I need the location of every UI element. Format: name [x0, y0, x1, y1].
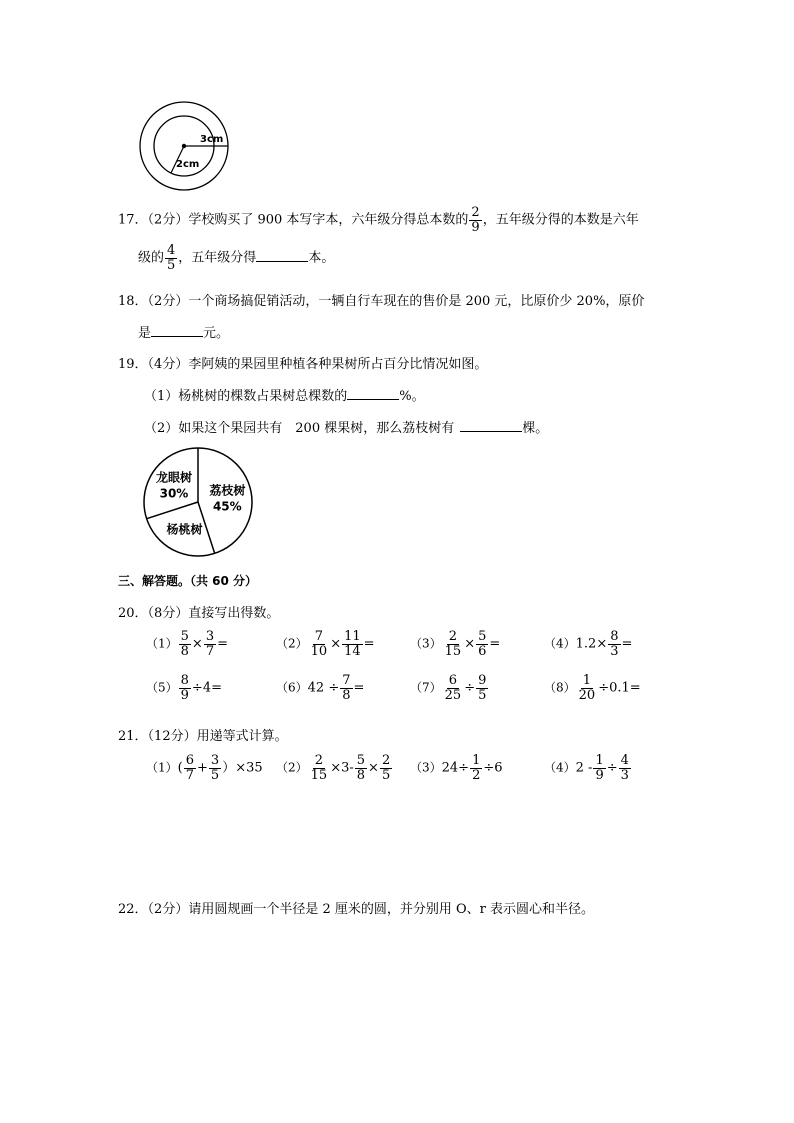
pie-slice-label: 荔枝树: [209, 483, 246, 498]
operator-text: +: [197, 760, 208, 776]
q18-line-1: 18．（2分）一个商场搞促销活动，一辆自行车现在的售价是 200 元，比原价少 20%，原价: [118, 294, 645, 309]
q20-item: [410, 630, 500, 658]
operator-text: ÷4=: [191, 680, 222, 696]
item-number: （7）: [410, 680, 442, 695]
operator-text: ÷: [606, 760, 618, 776]
q19-sub2-text: （2）如果这个果园共有 200 棵果树，那么荔枝树有: [144, 421, 455, 436]
fraction: $\frac{7}{8}$: [342, 673, 351, 703]
answer-blank[interactable]: [256, 249, 308, 262]
fraction: $\frac{8}{9}$: [180, 673, 189, 703]
outer-radius-label: 3cm: [200, 134, 224, 145]
fraction: $\frac{2}{15}$: [444, 629, 462, 659]
operator-text: 1.2: [575, 636, 597, 652]
operator-text: ×: [368, 760, 379, 776]
q20-item: [544, 674, 641, 702]
q20-item: [276, 674, 364, 702]
q20-item: [276, 630, 375, 658]
fraction: $\frac{7}{10}$: [310, 629, 328, 659]
item-number: （5）: [146, 680, 178, 695]
question-20-head: 20．（8分）直接写出得数。: [118, 606, 280, 621]
item-number: （4）: [544, 760, 576, 775]
fraction: $\frac{8}{3}$: [610, 629, 619, 659]
fraction: $\frac{4}{5}$: [167, 243, 176, 273]
operator-text: =: [217, 636, 229, 652]
item-number: （3）: [410, 636, 442, 651]
operator-text: ×: [464, 636, 476, 652]
operator-text: (: [177, 760, 183, 776]
operator-text: =: [363, 636, 375, 652]
q21-item: [276, 754, 393, 782]
q19-sub1-text: （1）杨桃树的棵数占果树总棵数的: [144, 389, 348, 404]
q19-head: 19．（4分）李阿姨的果园里种植各种果树所占百分比情况如图。: [118, 357, 488, 372]
item-number: （2）: [276, 760, 308, 775]
answer-blank[interactable]: [460, 419, 522, 432]
fraction: $\frac{2}{9}$: [471, 205, 480, 235]
q18-text-b: 元。: [203, 326, 230, 341]
fraction: $\frac{5}{8}$: [180, 629, 189, 659]
q17-text-tail: ，五年级分得的本数是六年: [482, 212, 639, 228]
operator-text: ÷0.1=: [598, 680, 641, 696]
pie-slice-label: 龙眼树: [155, 470, 192, 485]
q20-item: [410, 674, 489, 702]
q20-item: [146, 674, 222, 702]
question-17: [118, 206, 678, 282]
q20-item: [146, 630, 228, 658]
operator-text: ×: [191, 636, 203, 652]
pie-slice-value: 45%: [212, 499, 242, 514]
answer-blank[interactable]: [151, 324, 203, 337]
fraction: $\frac{5}{8}$: [356, 753, 366, 783]
fraction: $\frac{3}{7}$: [205, 629, 215, 659]
answer-blank[interactable]: [347, 387, 399, 400]
item-number: （4）: [544, 636, 576, 651]
fraction: $\frac{1}{9}$: [595, 753, 604, 783]
question-18: [118, 290, 678, 346]
operator-text: =: [621, 636, 633, 652]
item-number: （1）: [146, 760, 178, 775]
operator-text: =: [353, 680, 365, 696]
q21-item: [410, 754, 503, 782]
section-title: 三、解答题。（共 60 分）: [118, 574, 258, 588]
question-19: [118, 353, 678, 437]
inner-radius-label: 2cm: [176, 159, 200, 170]
fraction: $\frac{11}{14}$: [344, 629, 361, 659]
q20-item: [544, 630, 632, 658]
operator-text: ÷: [464, 680, 476, 696]
q17-text-a: 级的: [138, 250, 165, 266]
operator-text: ×: [596, 636, 608, 652]
pie-slice-label: 杨桃树: [166, 522, 203, 537]
item-number: （2）: [276, 636, 308, 651]
operator-text: 24÷: [441, 760, 470, 776]
item-number: （3）: [410, 760, 442, 775]
operator-text: 42 ÷: [307, 680, 340, 696]
operator-text: 2 -: [575, 760, 593, 776]
question-21-items: [146, 754, 666, 794]
operator-text: =: [489, 636, 501, 652]
question-21-head: 21．（12分）用递等式计算。: [118, 729, 288, 744]
q17-text-head: 17．（2分）学校购买了 900 本写字本，六年级分得总本数的: [118, 212, 469, 228]
fraction: $\frac{1}{20}$: [578, 673, 596, 703]
pie-slice-value: 30%: [159, 486, 189, 501]
question-22: 22．（2分）请用圆规画一个半径是 2 厘米的圆，并分别用 O、r 表示圆心和半径。: [118, 902, 594, 917]
fraction: $\frac{2}{15}$: [310, 753, 328, 783]
operator-text: ）×35: [222, 760, 263, 776]
concentric-circles-figure: [138, 100, 234, 196]
fraction: $\frac{4}{3}$: [620, 753, 629, 783]
operator-text: ÷6: [483, 760, 503, 776]
item-number: （6）: [276, 680, 308, 695]
q18-text-a: 是: [138, 326, 152, 341]
q17-text-b: ，五年级分得: [178, 250, 257, 266]
q21-item: [146, 754, 263, 782]
fraction: $\frac{1}{2}$: [472, 753, 481, 783]
fruit-tree-pie-chart: [142, 444, 254, 560]
q19-sub1-unit: %。: [399, 389, 425, 404]
item-number: （8）: [544, 680, 576, 695]
q17-text-c: 本。: [308, 250, 335, 266]
q21-item: [544, 754, 632, 782]
operator-text: ×: [330, 636, 342, 652]
fraction: $\frac{2}{5}$: [381, 753, 391, 783]
fraction: $\frac{6}{25}$: [444, 673, 462, 703]
item-number: （1）: [146, 636, 178, 651]
fraction: $\frac{6}{7}$: [185, 753, 194, 783]
operator-text: ×3-: [330, 760, 354, 776]
fraction: $\frac{3}{5}$: [210, 753, 220, 783]
fraction: $\frac{5}{6}$: [478, 629, 487, 659]
question-20-items: [146, 630, 666, 720]
q19-sub2-unit: 棵。: [522, 421, 549, 436]
fraction: $\frac{9}{5}$: [478, 673, 487, 703]
